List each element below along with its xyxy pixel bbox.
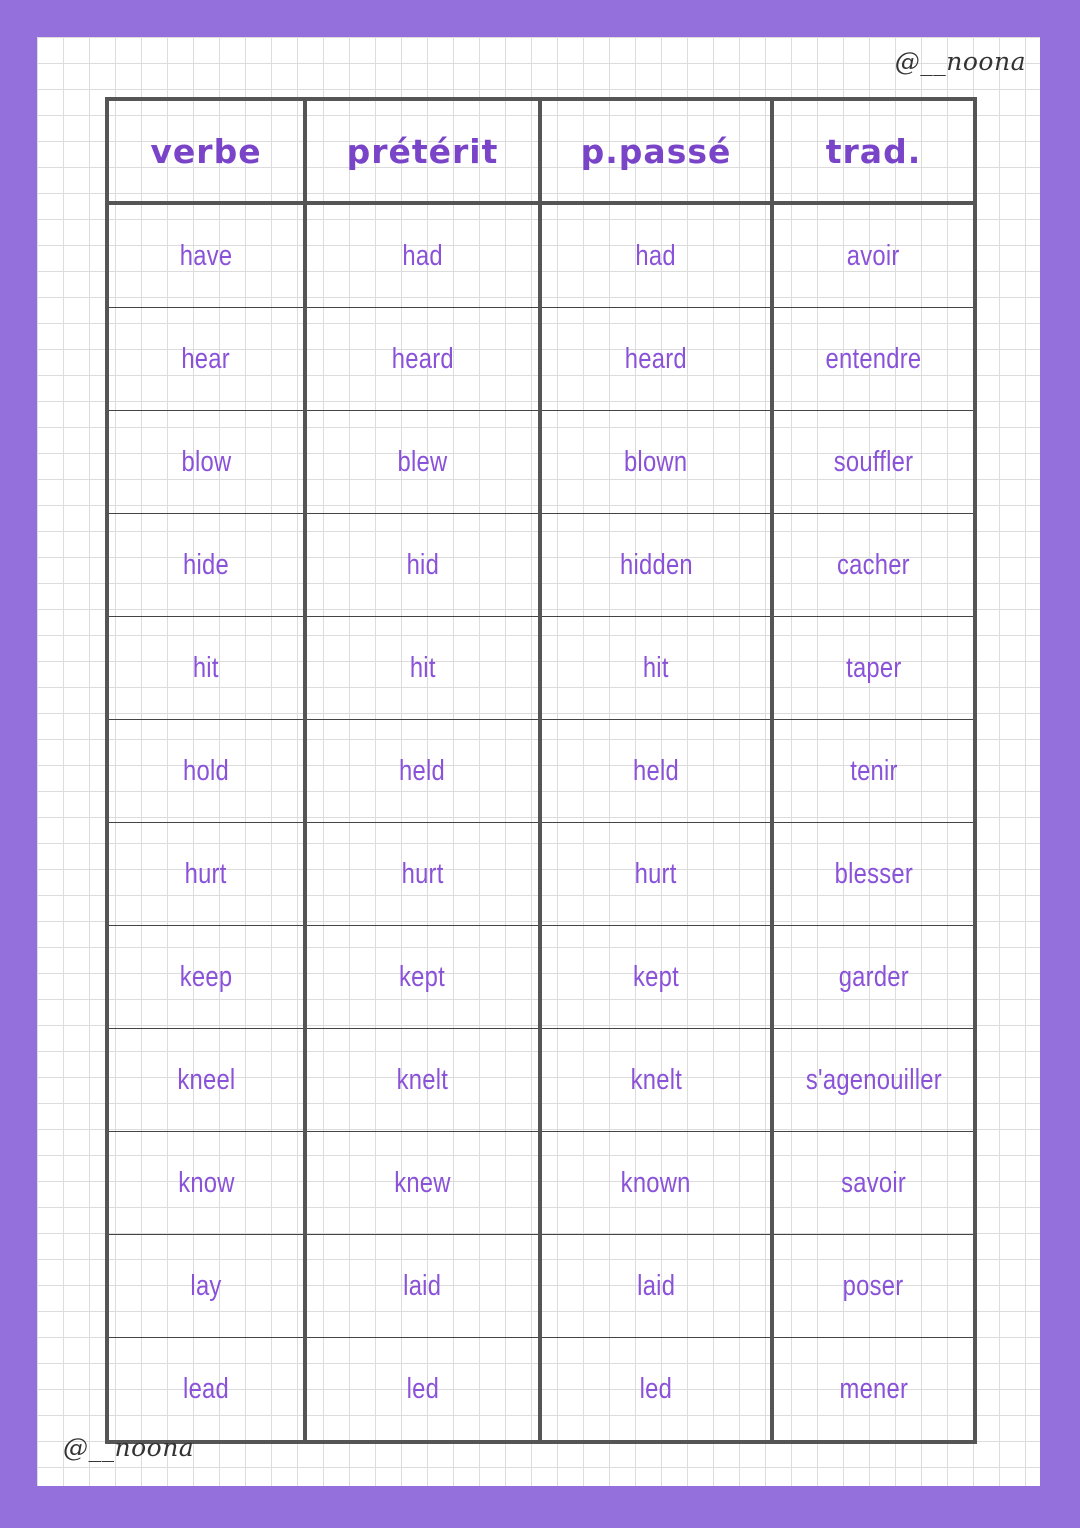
cell-past-participle xyxy=(540,1235,772,1338)
irregular-verbs-table xyxy=(105,97,977,1444)
cell-text: hurt xyxy=(401,857,444,890)
cell-text: blow xyxy=(181,445,231,478)
cell-past-participle xyxy=(540,1029,772,1132)
cell-text: led xyxy=(406,1372,439,1405)
cell-text: kept xyxy=(633,960,679,993)
cell-text: savoir xyxy=(841,1166,906,1199)
table-row xyxy=(107,1029,975,1132)
cell-text: laid xyxy=(403,1269,442,1302)
cell-verbe xyxy=(107,823,305,926)
cell-translation xyxy=(772,1235,975,1338)
cell-translation xyxy=(772,720,975,823)
cell-text: poser xyxy=(843,1269,904,1302)
header-preterit: prétérit xyxy=(305,99,540,203)
cell-text: laid xyxy=(636,1269,676,1302)
cell-preterit xyxy=(305,1132,540,1235)
cell-past-participle xyxy=(540,1338,772,1443)
table-row xyxy=(107,823,975,926)
cell-preterit xyxy=(305,823,540,926)
cell-text: had xyxy=(635,239,677,272)
cell-preterit xyxy=(305,203,540,308)
cell-translation xyxy=(772,514,975,617)
cell-text: blew xyxy=(397,445,448,478)
cell-text: have xyxy=(179,239,233,272)
table-row xyxy=(107,926,975,1029)
cell-text: hid xyxy=(406,548,439,581)
table-row xyxy=(107,1338,975,1443)
cell-text: cacher xyxy=(837,548,910,581)
cell-text: hurt xyxy=(635,857,677,890)
cell-text: held xyxy=(633,754,679,787)
cell-verbe xyxy=(107,411,305,514)
cell-text: known xyxy=(621,1166,691,1199)
cell-text: blown xyxy=(624,445,688,478)
cell-past-participle xyxy=(540,926,772,1029)
cell-text: knelt xyxy=(630,1063,682,1096)
cell-text: hurt xyxy=(185,857,227,890)
cell-past-participle xyxy=(540,411,772,514)
cell-preterit xyxy=(305,926,540,1029)
cell-verbe xyxy=(107,720,305,823)
cell-verbe xyxy=(107,203,305,308)
cell-text: lead xyxy=(183,1372,229,1405)
cell-preterit xyxy=(305,720,540,823)
cell-verbe xyxy=(107,926,305,1029)
cell-past-participle xyxy=(540,617,772,720)
cell-verbe xyxy=(107,1029,305,1132)
table-row xyxy=(107,720,975,823)
header-translation: trad. xyxy=(772,99,975,203)
cell-text: heard xyxy=(624,342,688,375)
cell-preterit xyxy=(305,514,540,617)
cell-past-participle xyxy=(540,203,772,308)
cell-verbe xyxy=(107,514,305,617)
cell-translation xyxy=(772,1029,975,1132)
cell-text: souffler xyxy=(833,445,914,478)
cell-preterit xyxy=(305,411,540,514)
cell-text: blesser xyxy=(834,857,913,890)
table-row xyxy=(107,617,975,720)
table-row xyxy=(107,203,975,308)
header-verbe: verbe xyxy=(107,99,305,203)
cell-text: knelt xyxy=(396,1063,449,1096)
cell-text: had xyxy=(402,239,443,272)
table-row xyxy=(107,411,975,514)
cell-text: hear xyxy=(181,342,231,375)
cell-preterit xyxy=(305,1029,540,1132)
cell-translation xyxy=(772,1132,975,1235)
cell-text: avoir xyxy=(847,239,900,272)
cell-text: hold xyxy=(183,754,229,787)
cell-preterit xyxy=(305,617,540,720)
cell-verbe xyxy=(107,1338,305,1443)
cell-text: hidden xyxy=(619,548,693,581)
cell-text: keep xyxy=(179,960,233,993)
table-row xyxy=(107,308,975,411)
cell-text: kneel xyxy=(176,1063,236,1096)
cell-verbe xyxy=(107,1235,305,1338)
cell-text: garder xyxy=(838,960,909,993)
cell-translation xyxy=(772,411,975,514)
cell-text: kept xyxy=(399,960,446,993)
watermark-top: @__noona xyxy=(894,47,1026,76)
cell-translation xyxy=(772,1338,975,1443)
cell-translation xyxy=(772,308,975,411)
cell-translation xyxy=(772,823,975,926)
header-past-participle: p.passé xyxy=(540,99,772,203)
cell-text: mener xyxy=(839,1372,908,1405)
cell-text: tenir xyxy=(849,754,898,787)
cell-text: lay xyxy=(190,1269,222,1302)
cell-preterit xyxy=(305,308,540,411)
cell-translation xyxy=(772,203,975,308)
cell-text: hide xyxy=(183,548,229,581)
table-header-row xyxy=(107,99,975,203)
cell-verbe xyxy=(107,617,305,720)
cell-text: hit xyxy=(193,651,219,684)
cell-text: know xyxy=(177,1166,235,1199)
cell-verbe xyxy=(107,308,305,411)
cell-text: knew xyxy=(394,1166,451,1199)
watermark-bottom: @__noona xyxy=(63,1433,195,1462)
cell-text: s'agenouiller xyxy=(805,1063,942,1096)
table-row xyxy=(107,1132,975,1235)
table-row xyxy=(107,514,975,617)
table-body xyxy=(107,203,975,1442)
cell-past-participle xyxy=(540,720,772,823)
cell-text: heard xyxy=(391,342,454,375)
cell-text: hit xyxy=(643,651,669,684)
cell-translation xyxy=(772,926,975,1029)
cell-past-participle xyxy=(540,308,772,411)
cell-text: entendre xyxy=(825,342,922,375)
cell-text: led xyxy=(639,1372,673,1405)
table-row xyxy=(107,1235,975,1338)
cell-past-participle xyxy=(540,823,772,926)
cell-preterit xyxy=(305,1338,540,1443)
cell-text: held xyxy=(399,754,446,787)
cell-past-participle xyxy=(540,514,772,617)
cell-text: hit xyxy=(409,651,436,684)
cell-past-participle xyxy=(540,1132,772,1235)
cell-verbe xyxy=(107,1132,305,1235)
cell-text: taper xyxy=(845,651,902,684)
cell-translation xyxy=(772,617,975,720)
cell-preterit xyxy=(305,1235,540,1338)
grid-paper-sheet xyxy=(37,37,1040,1486)
